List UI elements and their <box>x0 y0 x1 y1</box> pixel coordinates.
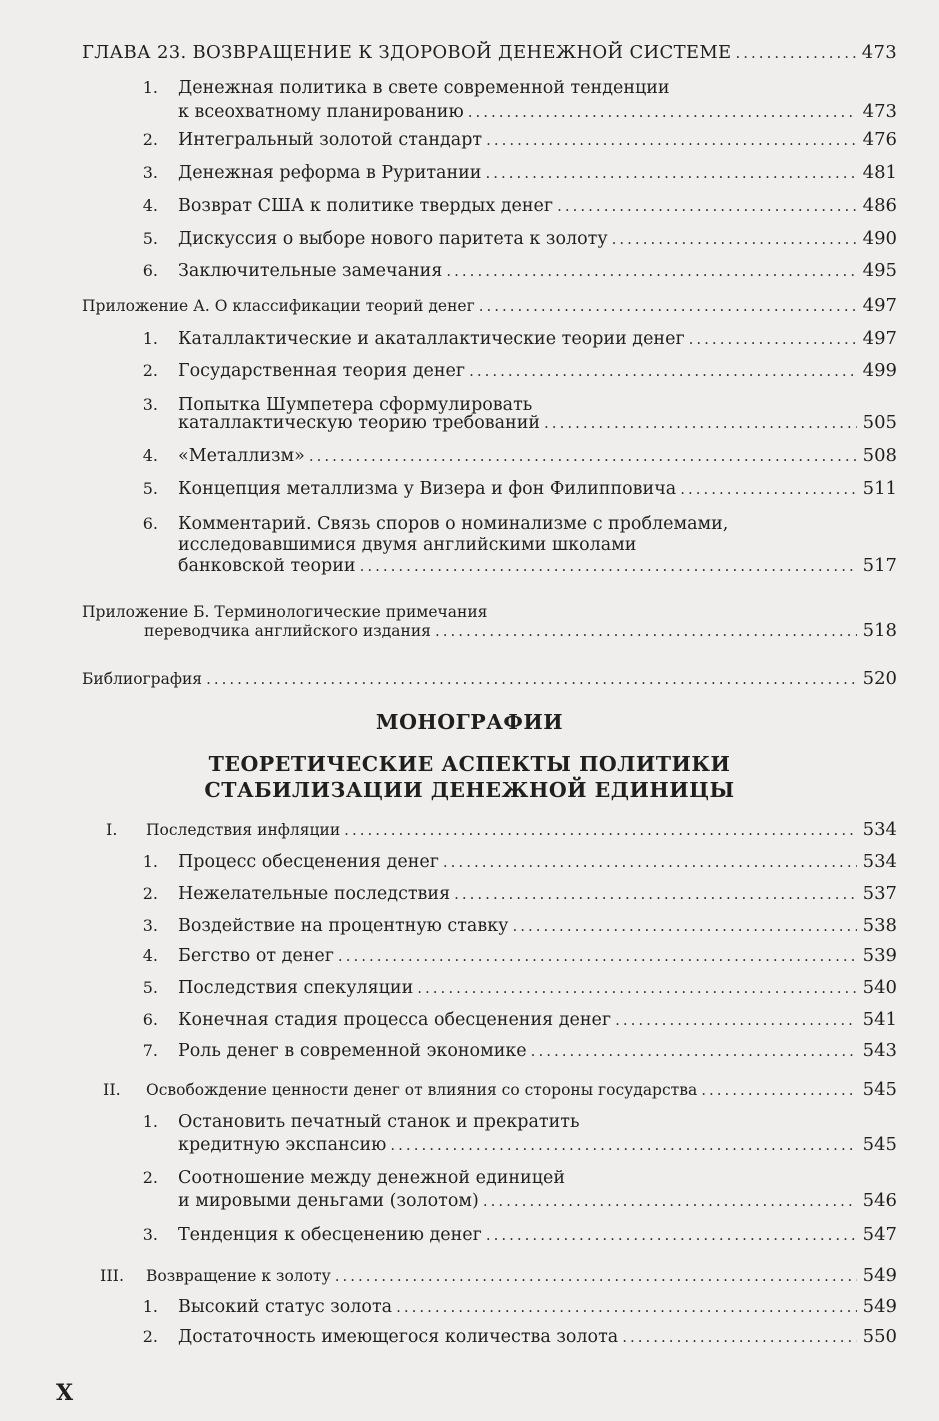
toc-item-line: Достаточность имеющегося количества золота <box>178 1327 619 1347</box>
toc-part-ii <box>146 1075 897 1105</box>
toc-page: 537 <box>862 883 897 904</box>
toc-item-line: к всеохватному планированию <box>178 102 464 122</box>
toc-item-number: 3. <box>142 1225 158 1244</box>
leader-dots <box>443 847 857 877</box>
toc-item-line: Конечная стадия процесса обесценения денег <box>178 1010 612 1030</box>
toc-page: 508 <box>862 445 897 466</box>
toc-title: Освобождение ценности денег от влияния со стороны государства <box>146 1081 698 1099</box>
toc-item <box>178 256 897 286</box>
leader-dots <box>390 1130 856 1160</box>
leader-dots <box>544 408 857 438</box>
toc-page: 541 <box>862 1009 897 1030</box>
toc-chapter-23 <box>82 38 897 68</box>
page-folio: X <box>56 1380 74 1406</box>
toc-item-number: 2. <box>142 130 158 149</box>
toc-item <box>178 324 897 354</box>
toc-item <box>178 879 897 909</box>
toc-item-line: Попытка Шумпетера сформулировать <box>178 395 533 415</box>
toc-page: 497 <box>862 328 897 349</box>
toc-item-line: Возврат США к политике твердых денег <box>178 196 554 216</box>
leader-dots <box>454 879 857 909</box>
toc-item-number: 4. <box>142 196 158 215</box>
toc-page: 473 <box>861 42 897 63</box>
leader-dots <box>512 911 856 941</box>
toc-item <box>178 1292 897 1322</box>
leader-dots <box>335 1261 857 1291</box>
toc-item-line: Денежная реформа в Руритании <box>178 163 482 183</box>
leader-dots <box>435 616 857 646</box>
leader-dots <box>531 1036 857 1066</box>
toc-item-number: 2. <box>142 1168 158 1187</box>
toc-item-number: 4. <box>142 446 158 465</box>
toc-item-line: банковской теории <box>178 556 356 576</box>
toc-item <box>178 847 897 877</box>
theory-heading-line-1: ТЕОРЕТИЧЕСКИЕ АСПЕКТЫ ПОЛИТИКИ <box>208 752 731 776</box>
toc-item-number: 7. <box>142 1041 158 1060</box>
toc-item-line: Тенденция к обесценению денег <box>178 1225 482 1245</box>
toc-item-line: Высокий статус золота <box>178 1297 393 1317</box>
toc-page: 545 <box>862 1134 897 1155</box>
toc-item-line: Концепция металлизма у Визера и фон Филипповича <box>178 479 677 499</box>
toc-item-line: Денежная политика в свете современной тенденции <box>178 78 670 98</box>
leader-dots <box>736 38 856 68</box>
leader-dots <box>344 815 856 845</box>
toc-page: 511 <box>862 478 897 499</box>
toc-item <box>178 1322 897 1352</box>
leader-dots <box>446 256 856 286</box>
leader-dots <box>338 941 857 971</box>
toc-title: Приложение Б. Терминологические примечания <box>82 603 488 621</box>
toc-page: 534 <box>862 851 897 872</box>
toc-item-line: Государственная теория денег <box>178 361 466 381</box>
toc-item-line: Роль денег в современной экономике <box>178 1041 527 1061</box>
toc-item <box>178 224 897 254</box>
toc-title: ГЛАВА 23. ВОЗВРАЩЕНИЕ К ЗДОРОВОЙ ДЕНЕЖНОЙ СИСТЕМЕ <box>82 42 732 63</box>
toc-item-number: 6. <box>142 514 158 533</box>
toc-item-number: 2. <box>142 884 158 903</box>
leader-dots <box>612 224 857 254</box>
toc-item-number: 3. <box>142 163 158 182</box>
toc-item-line: Каталлактические и акаталлактические теории денег <box>178 329 685 349</box>
toc-item <box>178 191 897 221</box>
toc-page: 547 <box>862 1224 897 1245</box>
toc-item-number: 6. <box>142 1010 158 1029</box>
toc-item-number: 1. <box>142 1112 158 1131</box>
toc-page: 534 <box>862 819 897 840</box>
toc-page: 499 <box>862 360 897 381</box>
leader-dots <box>557 191 857 221</box>
toc-title: Приложение А. О классификации теорий денег <box>82 297 475 315</box>
toc-item-number: 4. <box>142 946 158 965</box>
toc-item <box>178 911 897 941</box>
toc-page: 473 <box>862 101 897 122</box>
theory-heading-line-2: СТАБИЛИЗАЦИИ ДЕНЕЖНОЙ ЕДИНИЦЫ <box>204 778 735 802</box>
toc-part-iii <box>146 1261 897 1291</box>
leader-dots <box>701 1075 856 1105</box>
toc-page: 490 <box>862 228 897 249</box>
toc-item-line: Соотношение между денежной единицей <box>178 1168 565 1188</box>
toc-page: 549 <box>862 1296 897 1317</box>
toc-item-line: Нежелательные последствия <box>178 884 451 904</box>
toc-item-line: Процесс обесценения денег <box>178 852 439 872</box>
toc-page: 550 <box>862 1326 897 1347</box>
toc-item-line: кредитную экспансию <box>178 1135 387 1155</box>
toc-item <box>178 158 897 188</box>
toc-page: 545 <box>862 1079 897 1100</box>
toc-page: 539 <box>862 945 897 966</box>
leader-dots <box>689 324 857 354</box>
toc-item-number: 1. <box>142 78 158 97</box>
toc-title: переводчика английского издания <box>144 622 431 640</box>
toc-item <box>178 1130 897 1160</box>
monographs-heading: МОНОГРАФИИ <box>375 710 564 734</box>
toc-item-line: Заключительные замечания <box>178 261 443 281</box>
toc-part-number: II. <box>103 1080 121 1099</box>
toc-item-line: «Металлизм» <box>178 446 305 466</box>
toc-item-number: 2. <box>142 361 158 380</box>
toc-page: 505 <box>862 412 897 433</box>
toc-bibliography <box>82 664 897 694</box>
toc-item <box>178 97 897 127</box>
toc-item-number: 3. <box>142 916 158 935</box>
toc-item-line: Дискуссия о выборе нового паритета к золоту <box>178 229 608 249</box>
toc-item <box>178 125 897 155</box>
toc-item <box>178 941 897 971</box>
toc-item-line: и мировыми деньгами (золотом) <box>178 1191 479 1211</box>
toc-page: 517 <box>862 555 897 576</box>
toc-item <box>178 356 897 386</box>
toc-item-line: Воздействие на процентную ставку <box>178 916 509 936</box>
toc-item <box>178 408 897 438</box>
toc-item-number: 3. <box>142 395 158 414</box>
toc-item <box>178 1186 897 1216</box>
toc-item-line: Интегральный золотой стандарт <box>178 130 483 150</box>
toc-title: Последствия инфляции <box>146 821 341 839</box>
leader-dots <box>486 1220 857 1250</box>
leader-dots <box>360 551 857 581</box>
toc-item <box>178 441 897 471</box>
leader-dots <box>417 973 856 1003</box>
toc-item-line: Последствия спекуляции <box>178 978 414 998</box>
leader-dots <box>309 441 857 471</box>
leader-dots <box>485 158 856 188</box>
toc-item <box>178 973 897 1003</box>
leader-dots <box>468 97 857 127</box>
toc-page: 486 <box>862 195 897 216</box>
toc-item <box>178 551 897 581</box>
toc-item-line: каталлактическую теорию требований <box>178 413 541 433</box>
toc-title: Возвращение к золоту <box>146 1267 331 1285</box>
toc-part-number: III. <box>100 1266 125 1285</box>
leader-dots <box>615 1005 857 1035</box>
toc-item-number: 1. <box>142 852 158 871</box>
toc-item-line: Остановить печатный станок и прекратить <box>178 1112 580 1132</box>
toc-page: 497 <box>862 295 897 316</box>
toc-appendix-a <box>82 291 897 321</box>
toc-title: Библиография <box>82 670 203 688</box>
toc-item <box>178 1220 897 1250</box>
toc-page: 543 <box>862 1040 897 1061</box>
toc-page: 540 <box>862 977 897 998</box>
toc-part-i <box>146 815 897 845</box>
toc-item-number: 1. <box>142 329 158 348</box>
toc-item-number: 1. <box>142 1297 158 1316</box>
toc-page: 481 <box>862 162 897 183</box>
toc-item <box>178 1036 897 1066</box>
toc-item-number: 5. <box>142 978 158 997</box>
leader-dots <box>680 474 856 504</box>
leader-dots <box>622 1322 856 1352</box>
leader-dots <box>486 125 857 155</box>
toc-item-line: Бегство от денег <box>178 946 334 966</box>
toc-page: 546 <box>862 1190 897 1211</box>
toc-page: 549 <box>862 1265 897 1286</box>
leader-dots <box>483 1186 857 1216</box>
toc-item-number: 5. <box>142 479 158 498</box>
toc-item-number: 6. <box>142 261 158 280</box>
toc-item-number: 5. <box>142 229 158 248</box>
leader-dots <box>206 664 857 694</box>
toc-page: 518 <box>862 620 897 641</box>
toc-item-number: 2. <box>142 1327 158 1346</box>
leader-dots <box>396 1292 857 1322</box>
toc-page: 476 <box>862 129 897 150</box>
toc-page: 520 <box>862 668 897 689</box>
toc-page: 495 <box>862 260 897 281</box>
toc-page: 538 <box>862 915 897 936</box>
leader-dots <box>469 356 857 386</box>
toc-part-number: I. <box>106 820 118 839</box>
toc-item <box>178 474 897 504</box>
toc-item-line: исследовавшимися двумя английскими школами <box>178 535 637 555</box>
leader-dots <box>479 291 857 321</box>
toc-appendix-b-cont <box>144 616 897 646</box>
toc-item <box>178 1005 897 1035</box>
toc-item-line: Комментарий. Связь споров о номинализме с проблемами, <box>178 514 729 534</box>
